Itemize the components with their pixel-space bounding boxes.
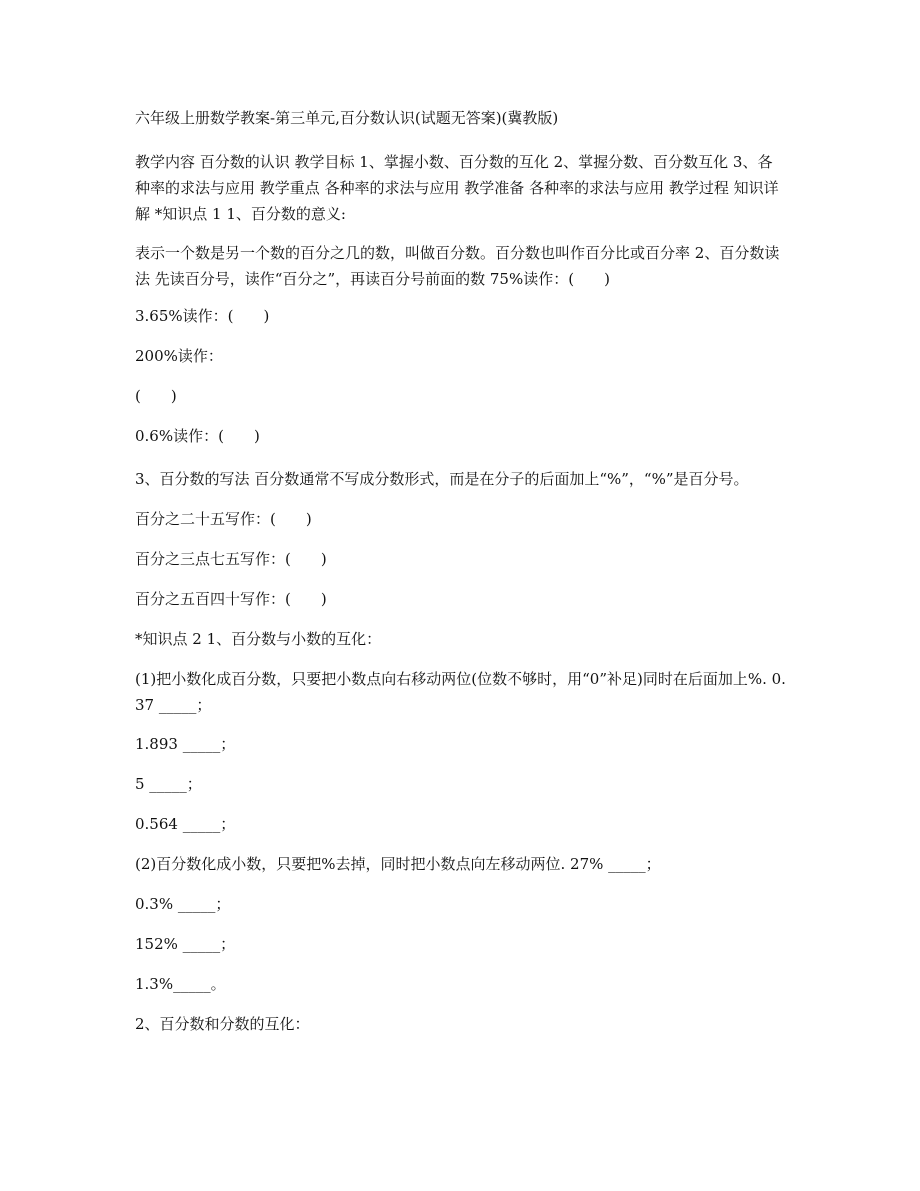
exercise-1-893: 1.893 _____； xyxy=(135,735,236,753)
paragraph-decimal-to-percent: (1)把小数化成百分数，只要把小数点向右移动两位(位数不够时，用“0”补足)同时在后面加上%. 0.37 _____； xyxy=(135,670,786,714)
question-read-3-65: 3.65%读作：( ) xyxy=(135,307,270,325)
section-percent-fraction-heading: 2、百分数和分数的互化： xyxy=(135,1015,310,1033)
exercise-0-3-percent: 0.3% _____； xyxy=(135,895,231,913)
question-write-25: 百分之二十五写作：( ) xyxy=(135,510,312,528)
answer-blank: ( ) xyxy=(135,387,177,405)
paragraph-teaching-content: 教学内容 百分数的认识 教学目标 1、掌握小数、百分数的互化 2、掌握分数、百分数互化 3、各种率的求法与应用 教学重点 各种率的求法与应用 教学准备 各种率的求法与应用 教学过程 知识详解 *知识点 1 1、百分数的意义: xyxy=(135,153,779,223)
knowledge-point-2-heading: *知识点 2 1、百分数与小数的互化： xyxy=(135,630,382,648)
paragraph-percent-meaning: 表示一个数是另一个数的百分之几的数，叫做百分数。百分数也叫作百分比或百分率 2、百分数读法 先读百分号，读作“百分之”，再读百分号前面的数 75%读作：( ) xyxy=(135,244,780,288)
question-write-3-75: 百分之三点七五写作：( ) xyxy=(135,550,327,568)
question-read-200: 200%读作： xyxy=(135,347,223,365)
paragraph-percent-to-decimal: (2)百分数化成小数，只要把%去掉，同时把小数点向左移动两位. 27% _____； xyxy=(135,855,661,873)
exercise-152-percent: 152% _____； xyxy=(135,935,236,953)
exercise-0-564: 0.564 _____； xyxy=(135,815,236,833)
paragraph-percent-writing: 3、百分数的写法 百分数通常不写成分数形式，而是在分子的后面加上“%”，“%”是百分号。 xyxy=(135,470,749,488)
question-write-540: 百分之五百四十写作：( ) xyxy=(135,590,327,608)
document-title: 六年级上册数学教案-第三单元,百分数认识(试题无答案)(冀教版) xyxy=(135,109,559,127)
exercise-1-3-percent: 1.3%_____。 xyxy=(135,975,226,993)
question-read-0-6: 0.6%读作：( ) xyxy=(135,427,260,445)
exercise-5: 5 _____； xyxy=(135,775,202,793)
